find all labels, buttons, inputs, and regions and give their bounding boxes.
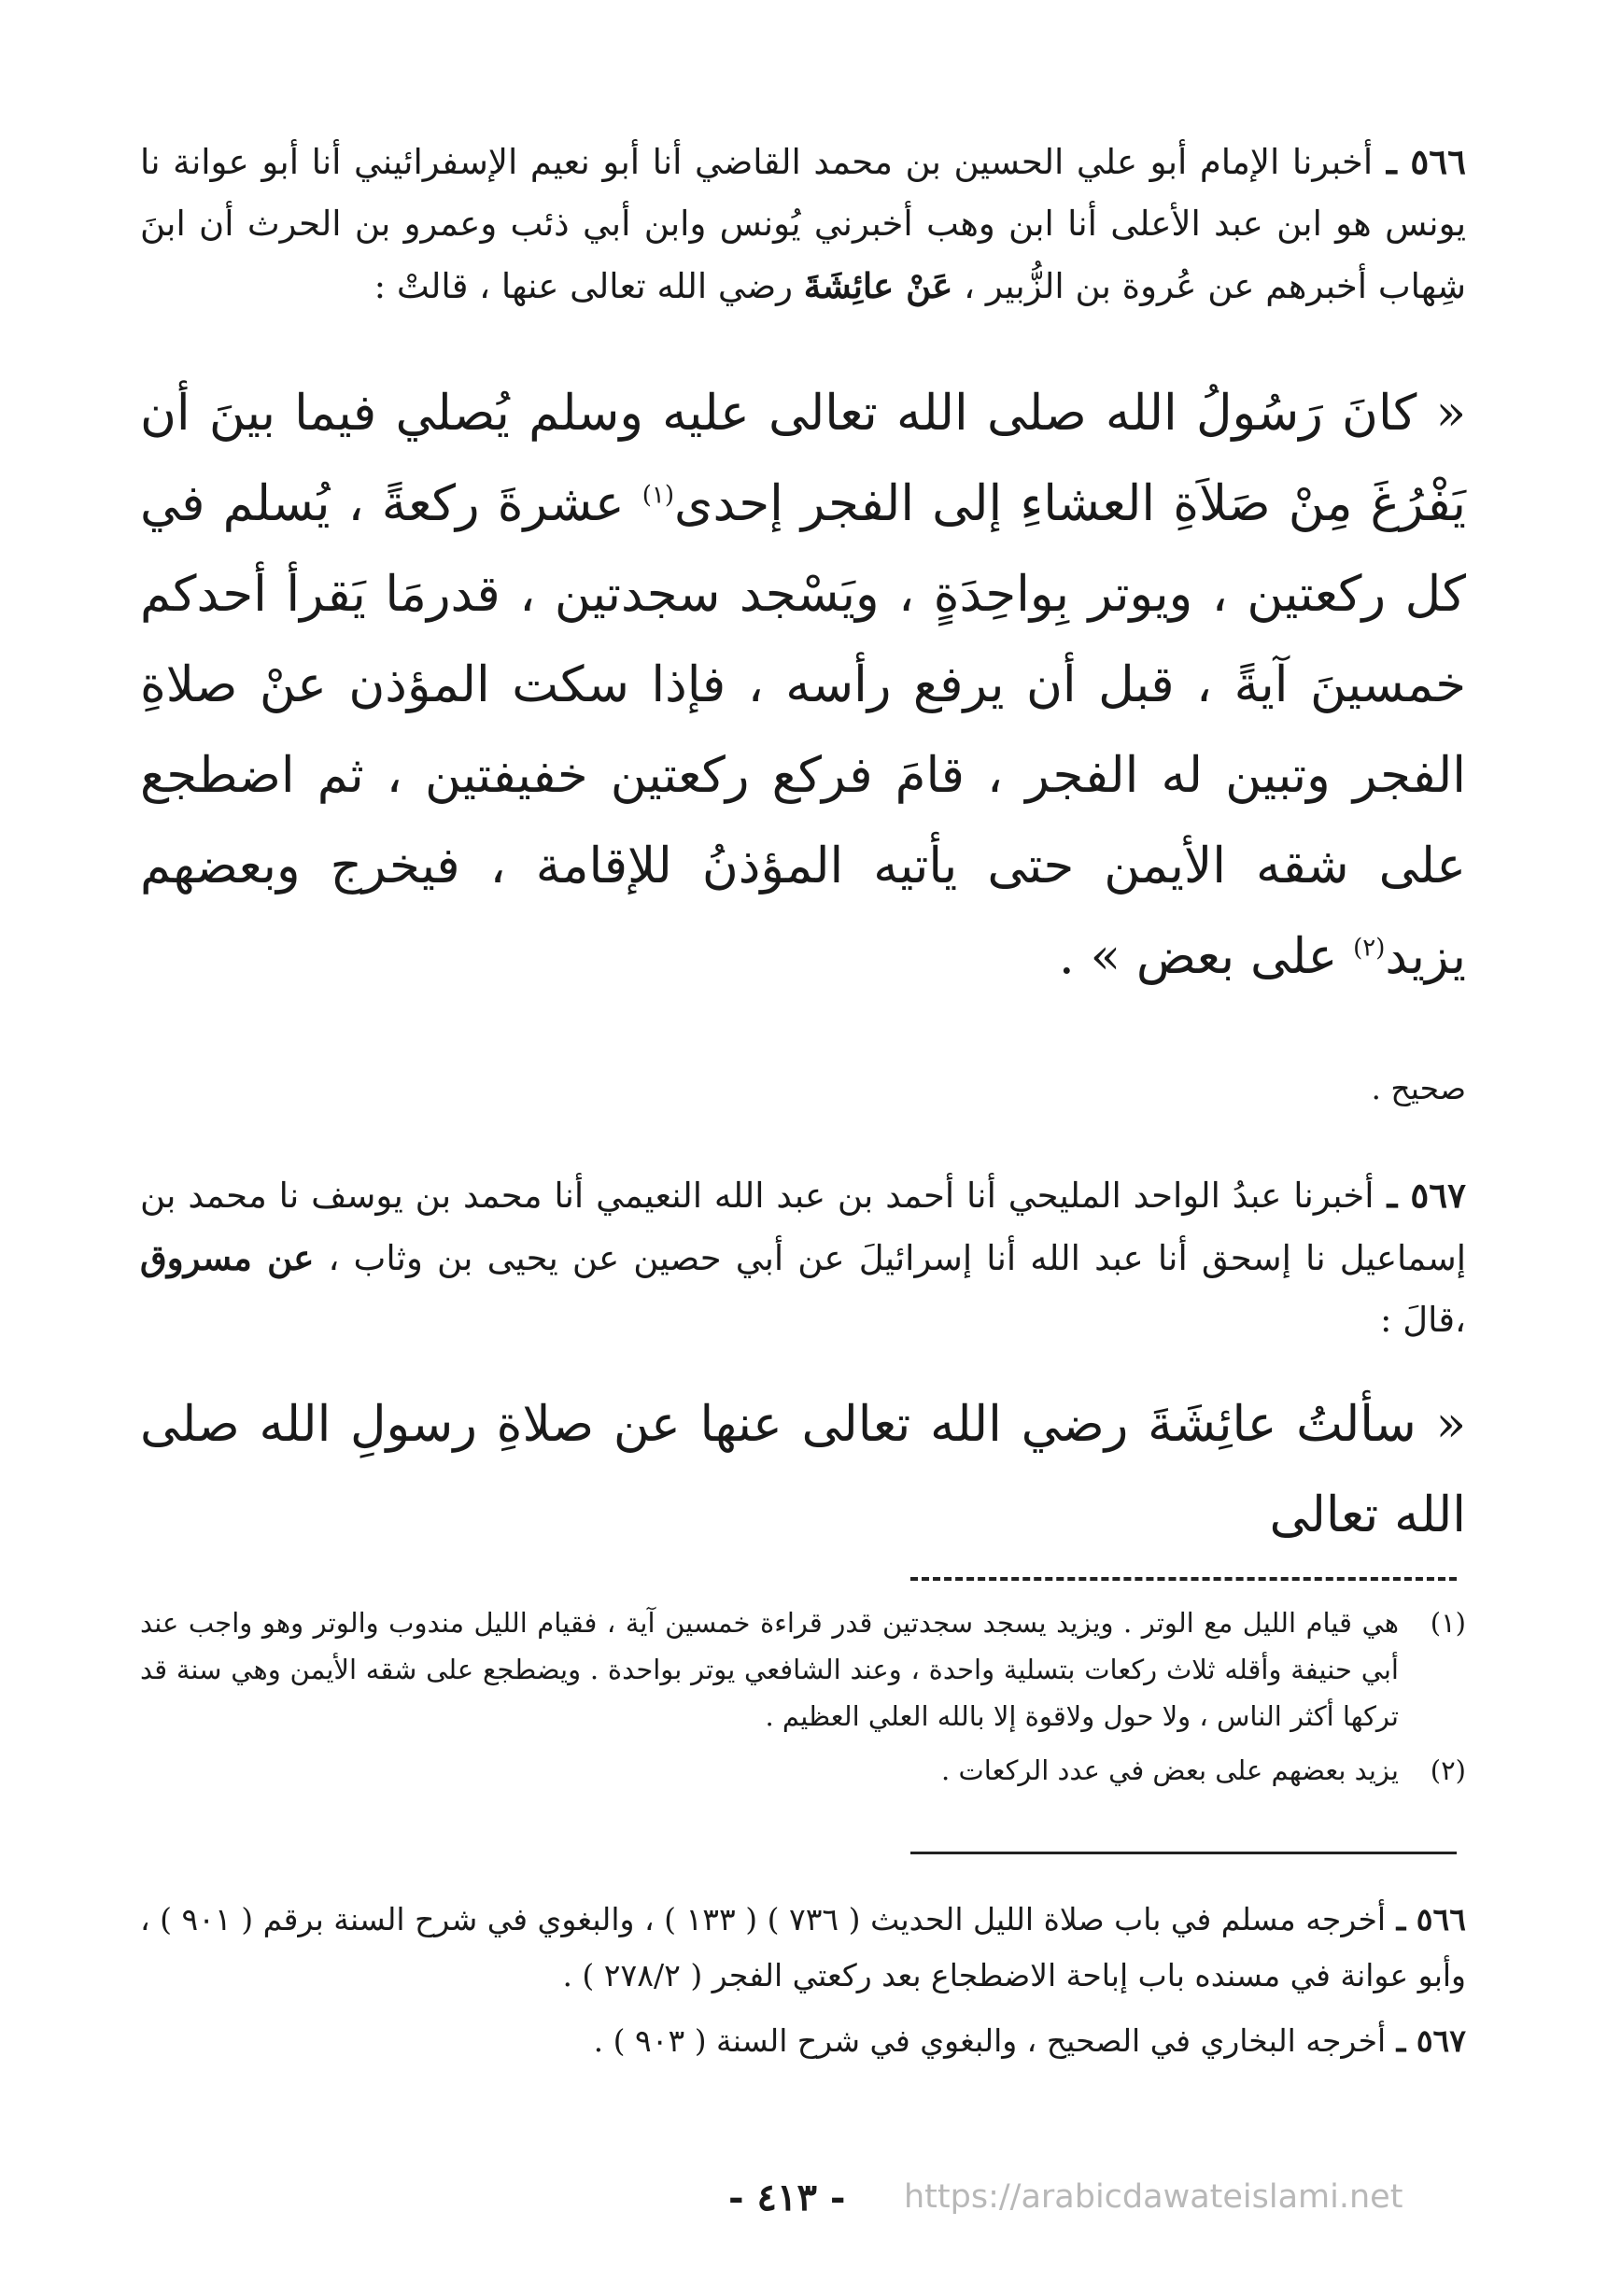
footnote-1-mark: (١) [1430, 1607, 1466, 1639]
hadith-566-text [140, 368, 1466, 1002]
footnote-ref-2: (٢) [1353, 934, 1386, 963]
footnote-list [140, 1599, 1466, 1794]
hadith-567-narrator: عن مسروق [140, 1237, 315, 1278]
footnote-separator [910, 1577, 1457, 1581]
takhrij-567-number: ٥٦٧ [1416, 2022, 1466, 2059]
takhrij-567-dash: ـ [1386, 2022, 1417, 2059]
footnote-2-text: يزيد بعضهم على بعض في عدد الركعات . [941, 1754, 1399, 1786]
hadith-grade: صحيح . [1371, 1070, 1466, 1106]
hadith-566-text-part1: « كانَ رَسُولُ الله صلى الله تعالى عليه وسلم يُصلي فيما بينَ أن يَفْرُغَ مِنْ صَلاَةِ العشاءِ إلى الفجر إحدى [140, 385, 1466, 532]
footnote-2 [140, 1747, 1466, 1794]
footnote-2-mark: (٢) [1430, 1754, 1466, 1786]
hadith-567-dash: ـ [1374, 1175, 1411, 1216]
hadith-566-isnad [140, 131, 1466, 317]
hadith-567-text: « سألتُ عائِشَةَ رضي الله تعالى عنها عن صلاةِ رسولِ الله صلى الله تعالى [140, 1396, 1466, 1543]
takhrij-566-dash: ـ [1386, 1901, 1417, 1937]
hadith-567-number: ٥٦٧ [1410, 1175, 1466, 1216]
takhrij-566-text: أخرجه مسلم في باب صلاة الليل الحديث ( ٧٣٦ ) ( ١٣٣ ) ، والبغوي في شرح السنة برقم ( ٩٠١ ) ، وأبو عوانة في مسنده باب إباحة الاضطجاع بعد ركعتي الفجر ( ٢٧٨/٢ ) . [140, 1901, 1466, 1993]
takhrij-566-number: ٥٦٦ [1416, 1901, 1466, 1937]
hadith-566-chain: أخبرنا الإمام أبو علي الحسين بن محمد القاضي أنا أبو نعيم الإسفرائيني أنا أبو عوانة نا يونس هو ابن عبد الأعلى أنا ابن وهب أخبرني يُونس وابن أبي ذئب وعمرو بن الحرث أن ابنَ شِهاب أخبرهم عن عُروة بن الزُّبير ، [140, 142, 1466, 306]
takhrij-separator [910, 1852, 1457, 1854]
footnote-1 [140, 1599, 1466, 1740]
hadith-566-number: ٥٦٦ [1410, 141, 1466, 182]
hadith-566-narrator: عَنْ عائِشَةَ [803, 265, 953, 306]
hadith-567-chain-end: ،قالَ : [1379, 1300, 1466, 1340]
footnote-1-text: هي قيام الليل مع الوتر . ويزيد يسجد سجدتين قدر قراءة خمسين آية ، فقيام الليل مندوب والوتر وهو واجب عند أبي حنيفة وأقله ثلاث ركعات بتسلية واحدة ، وعند الشافعي يوتر بواحدة . ويضطجع على شقه الأيمن وهي سنة قد تركها أكثر الناس ، ولا حول ولاقوة إلا بالله العلي العظيم . [140, 1607, 1399, 1732]
takhrij-566 [140, 1892, 1466, 2004]
takhrij-567 [140, 2013, 1466, 2069]
page-content [140, 131, 1466, 2069]
footnote-ref-1: (١) [641, 481, 675, 510]
hadith-566-dash: ـ [1373, 141, 1411, 182]
hadith-566-text-part2: عشرةَ ركعةً ، يُسلم في كل ركعتين ، ويوتر بِواحِدَةٍ ، ويَسْجد سجدتين ، قدرمَا يَقرأ أحدكم خمسينَ آيةً ، قبل أن يرفع رأسه ، فإذا سكت المؤذن عنْ صلاةِ الفجر وتبين له الفجر ، قامَ فركع ركعتين خفيفتين ، ثم اضطجع على شقه الأيمن حتى يأتيه المؤذنُ للإقامة ، فيخرج وبعضهم يزيد [140, 475, 1466, 985]
hadith-566-chain-end: رضي الله تعالى عنها ، قالتْ : [374, 266, 804, 306]
hadith-566-text-part3: على بعض » . [1058, 928, 1354, 985]
takhrij-567-text: أخرجه البخاري في الصحيح ، والبغوي في شرح السنة ( ٩٠٣ ) . [593, 2022, 1387, 2059]
watermark-link: https://arabicdawateislami.net [904, 2178, 1403, 2216]
hadith-567-chain: أخبرنا عبدُ الواحد المليحي أنا أحمد بن عبد الله النعيمي أنا محمد بن يوسف نا محمد بن إسماعيل نا إسحق أنا عبد الله أنا إسرائيلَ عن أبي حصين عن يحيى بن وثاب ، [140, 1176, 1466, 1278]
hadith-567-isnad [140, 1164, 1466, 1351]
takhrij-list [140, 1892, 1466, 2069]
page-number: - ٤١٣ - [728, 2176, 846, 2219]
